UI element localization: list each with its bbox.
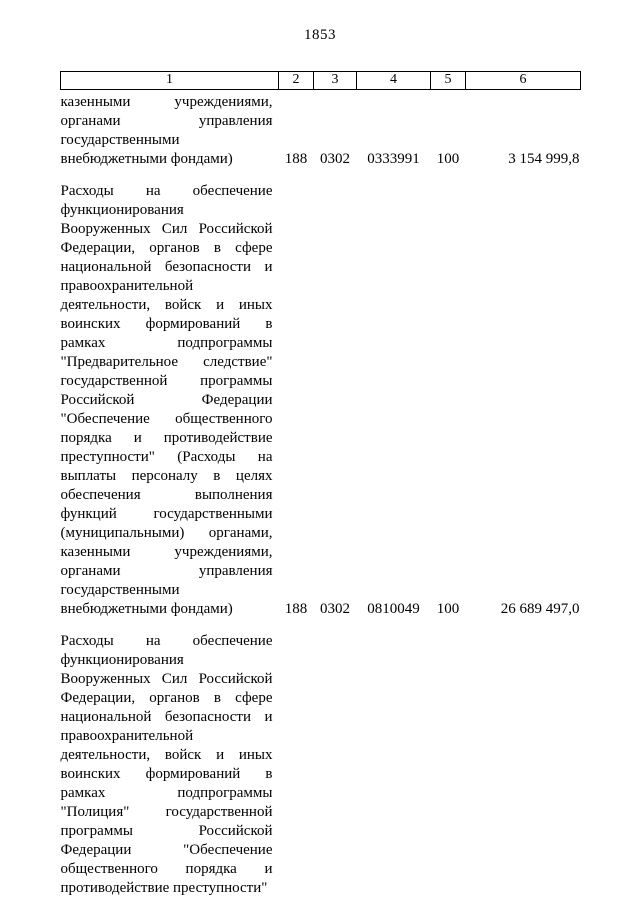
code-cell: 0333991: [367, 151, 420, 167]
table-row: [61, 176, 581, 626]
code-cell: 0302: [320, 601, 350, 617]
code-cell: [431, 626, 466, 905]
header-cell-2: 2: [279, 72, 314, 90]
expense-name-cell: Расходы на обеспечение функционирования Вооруженных Сил Российской Федерации, органов в сфере национальной безопасности и правоохранительной деятельности, войск и иных воинских формирований в рамках подпрограммы "Полиция" государственной программы Российской Федерации "Обеспечение общественного порядка и противодействие преступности": [60, 633, 273, 896]
table-row: [61, 626, 581, 905]
expense-name-cell: Расходы на обеспечение функционирования Вооруженных Сил Российской Федерации, органов в сфере национальной безопасности и правоохранительной деятельности, войск и иных воинских формирований в рамках подпрограммы "Предварительное следствие" государственной программы Российской Федерации "Обеспечение общественного порядка и противодействие преступности" (Расходы на выплаты персоналу в целях обеспечения выполнения функций государственными (муниципальными) органами, казенными учреждениями, органами управления государственными внебюджетными фондами): [60, 183, 273, 617]
header-cell-4: 4: [357, 72, 431, 90]
header-cell-1: 1: [61, 72, 279, 90]
code-cell: [357, 626, 431, 905]
table-row: [61, 90, 581, 177]
budget-table: [60, 71, 581, 905]
code-cell: 188: [284, 151, 308, 167]
header-cell-6: 6: [466, 72, 581, 90]
code-cell: [314, 626, 357, 905]
header-cell-5: 5: [431, 72, 466, 90]
code-cell: 100: [436, 151, 460, 167]
page-number: 1853: [304, 27, 336, 43]
code-cell: 0810049: [367, 601, 420, 617]
amount-cell: [466, 626, 581, 905]
table-header-row: [61, 72, 581, 90]
expense-name-cell: казенными учреждениями, органами управления государственными внебюджетными фондами): [60, 94, 273, 167]
header-cell-3: 3: [314, 72, 357, 90]
amount-cell: 26 689 497,0: [500, 601, 580, 617]
code-cell: 188: [284, 601, 308, 617]
code-cell: 0302: [320, 151, 350, 167]
amount-cell: 3 154 999,8: [508, 151, 580, 167]
code-cell: 100: [436, 601, 460, 617]
code-cell: [279, 626, 314, 905]
